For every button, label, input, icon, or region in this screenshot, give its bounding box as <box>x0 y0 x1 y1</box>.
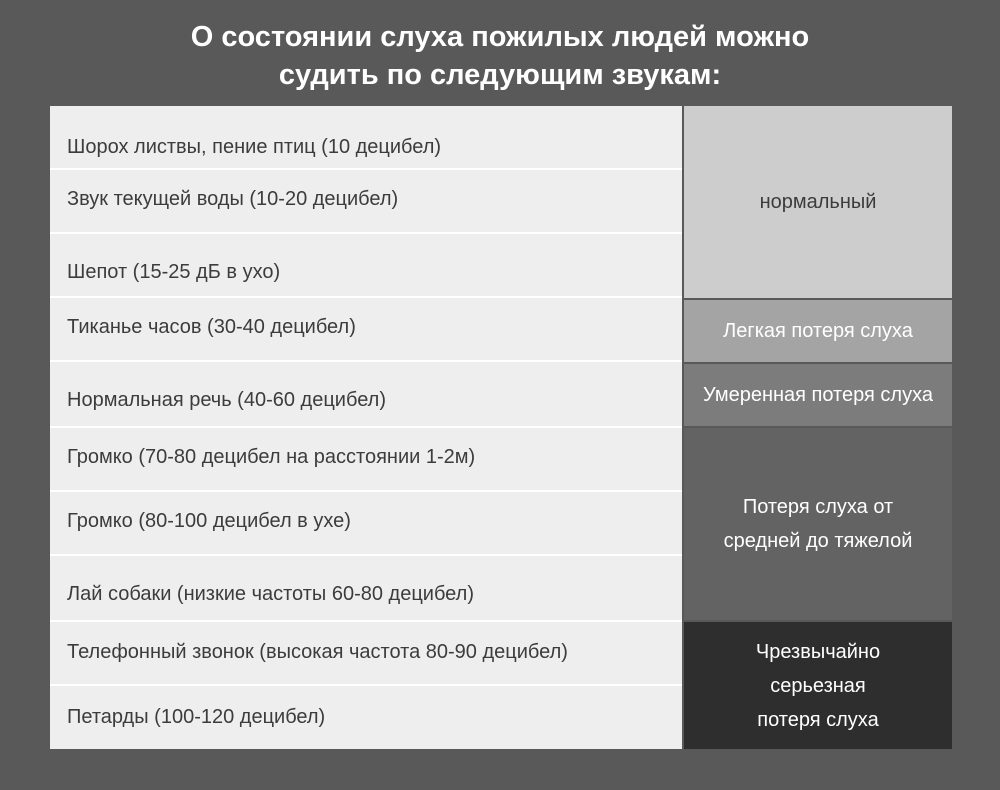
table-row <box>50 492 682 556</box>
table-row <box>50 556 682 622</box>
row-label: Телефонный звонок (высокая частота 80-90 децибел) <box>67 640 568 663</box>
table-row <box>50 234 682 298</box>
table-row <box>50 428 682 492</box>
category-profound: Чрезвычайно серьезная потеря слуха <box>684 622 952 749</box>
row-label: Звук текущей воды (10-20 децибел) <box>67 187 399 210</box>
row-label: Шепот (15-25 дБ в ухо) <box>67 261 281 283</box>
row-label: Тиканье часов (30-40 децибел) <box>67 315 356 338</box>
category-moderate: Умеренная потеря слуха <box>684 364 952 426</box>
table-row <box>50 106 682 170</box>
table-row <box>50 298 682 362</box>
hearing-table <box>50 106 952 749</box>
table-row <box>50 170 682 234</box>
page-title <box>0 18 1000 94</box>
title-line-1: О состоянии слуха пожилых людей можно <box>190 21 810 53</box>
row-label: Лай собаки (низкие частоты 60-80 децибел) <box>67 583 474 605</box>
row-label: Петарды (100-120 децибел) <box>67 706 326 728</box>
category-moderate-severe: Потеря слуха от средней до тяжелой <box>684 428 952 620</box>
row-label: Громко (70-80 децибел на расстоянии 1-2м) <box>67 445 476 468</box>
table-row <box>50 362 682 428</box>
row-label: Нормальная речь (40-60 децибел) <box>67 389 386 411</box>
table-row <box>50 622 682 686</box>
row-label: Шорох листвы, пение птиц (10 децибел) <box>67 136 442 158</box>
sound-column <box>50 106 682 749</box>
row-label: Громко (80-100 децибел в ухе) <box>67 509 351 532</box>
table-row <box>50 686 682 749</box>
title-line-2: судить по следующим звукам: <box>278 59 722 91</box>
category-mild: Легкая потеря слуха <box>684 300 952 362</box>
category-normal: нормальный <box>684 106 952 298</box>
